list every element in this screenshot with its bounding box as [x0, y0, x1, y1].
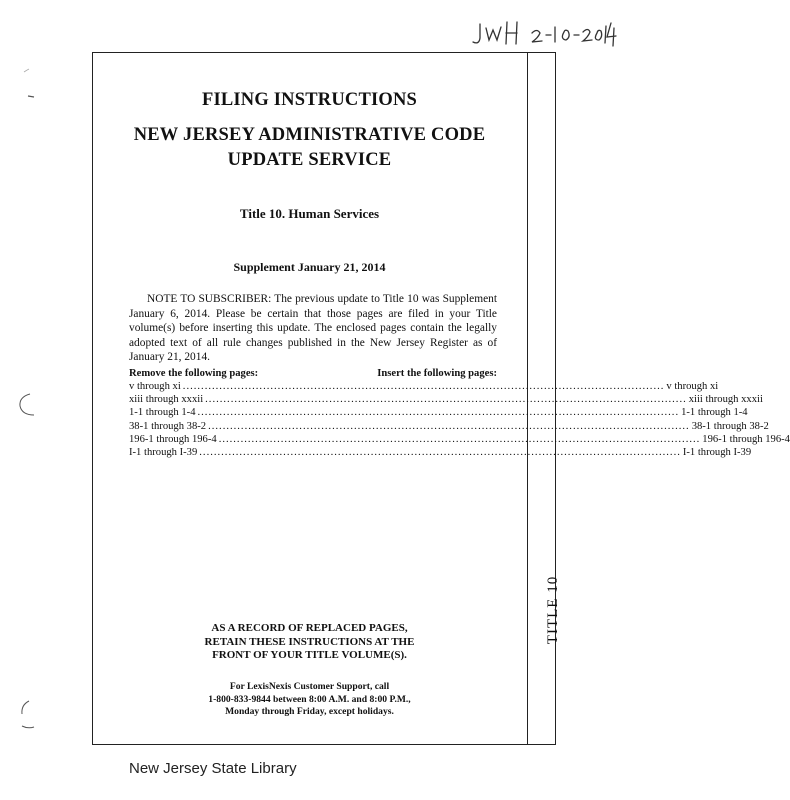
punch-hole-mark-bottom — [12, 696, 42, 736]
punch-hole-mark-top — [18, 66, 44, 106]
service-title: UPDATE SERVICE — [227, 150, 392, 170]
pages-table-header — [129, 367, 497, 380]
table-row — [129, 420, 769, 433]
remove-range: v through xi — [129, 381, 181, 392]
dot-leader: .................................................................................................................................... — [182, 381, 665, 392]
subscriber-note-text: NOTE TO SUBSCRIBER: The previous update to Title 10 was Supplement January 6, 2014. Please be certain that those pages are filed in your Title volume(s) before inserting this update. The enclosed pages contain the legally adopted text of all rule changes published in the New Jersey Register as of January 21, 2014. — [129, 293, 497, 364]
table-row — [129, 393, 763, 406]
remove-range: 1-1 through 1-4 — [129, 407, 196, 419]
handwritten-note-icon — [470, 18, 610, 54]
remove-range: 196-1 through 196-4 — [129, 433, 217, 445]
insert-range: v through xi — [666, 381, 719, 392]
remove-range: 38-1 through 38-2 — [129, 420, 207, 432]
dot-leader: .................................................................................................................................... — [208, 420, 690, 432]
insert-range: xiii through xxxii — [688, 394, 763, 406]
library-stamp: New Jersey State Library — [129, 760, 297, 777]
table-row — [129, 380, 719, 393]
record-notice-line: FRONT OF YOUR TITLE VOLUME(S). — [212, 649, 407, 661]
pages-table — [129, 367, 790, 459]
dot-leader: .................................................................................................................................... — [205, 394, 687, 406]
insert-pages-header: Insert the following pages: — [377, 368, 497, 379]
title-subject: Title 10. Human Services — [239, 206, 380, 221]
supplement-date: Supplement January 21, 2014 — [233, 260, 386, 274]
punch-hole-mark-middle — [12, 390, 42, 422]
title-tab-label: TITLE 10 — [545, 575, 561, 645]
record-notice-line: AS A RECORD OF REPLACED PAGES, — [211, 622, 408, 634]
dot-leader: .................................................................................................................................... — [199, 446, 681, 458]
page-title: FILING INSTRUCTIONS — [201, 90, 418, 110]
table-row — [129, 433, 790, 446]
record-notice-line: RETAIN THESE INSTRUCTIONS AT THE — [204, 635, 415, 648]
support-phone-hours: 1-800-833-9844 between 8:00 A.M. and 8:00 P.M., — [208, 693, 411, 705]
filing-instructions-page — [92, 52, 790, 745]
insert-range: 196-1 through 196-4 — [702, 433, 790, 445]
support-line: For LexisNexis Customer Support, call — [229, 681, 390, 692]
code-title: NEW JERSEY ADMINISTRATIVE CODE — [133, 125, 486, 145]
remove-range: I-1 through I-39 — [129, 446, 198, 458]
remove-pages-header: Remove the following pages: — [129, 368, 259, 379]
insert-range: 1-1 through 1-4 — [681, 407, 748, 419]
dot-leader: .................................................................................................................................... — [218, 433, 701, 445]
insert-range: I-1 through I-39 — [682, 446, 752, 458]
insert-range: 38-1 through 38-2 — [691, 420, 769, 432]
support-days: Monday through Friday, except holidays. — [225, 706, 394, 717]
remove-range: xiii through xxxii — [129, 394, 204, 406]
dot-leader: .................................................................................................................................... — [197, 407, 680, 419]
subscriber-note — [129, 292, 497, 365]
customer-support-info — [92, 681, 527, 719]
table-row — [129, 406, 748, 419]
record-notice — [92, 622, 527, 663]
table-row — [129, 446, 752, 459]
